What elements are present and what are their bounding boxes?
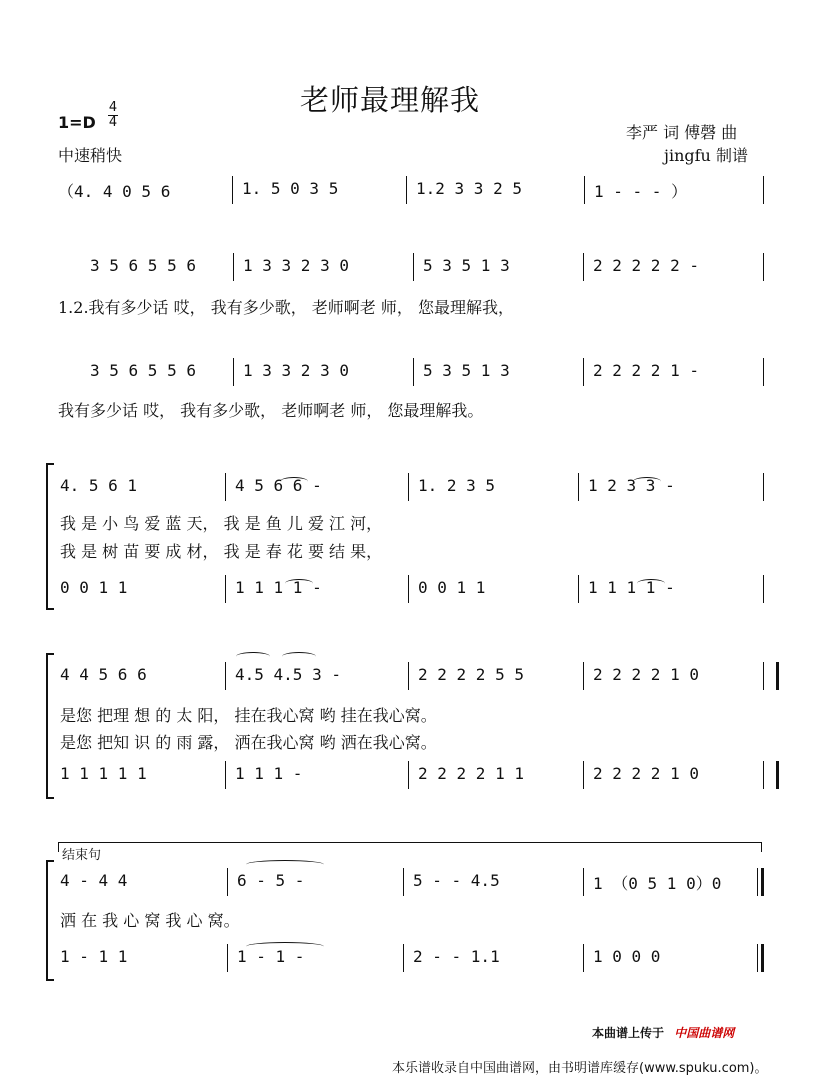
bar-line	[408, 473, 409, 501]
bar-line	[583, 868, 584, 896]
melody-measure: 4 4 5 6 6	[60, 665, 147, 684]
harmony-measure: 1 1 1 1 -	[588, 578, 675, 597]
melody-measure: 3 5 6 5 5 6	[90, 361, 196, 380]
melody-measure: 4.5 4.5 3 -	[235, 665, 341, 684]
engraver-credit: jingfu 制谱	[664, 146, 748, 165]
harmony-measure: 2 - - 1.1	[413, 947, 500, 966]
tie-arc	[246, 942, 324, 951]
coda-bracket-line	[58, 842, 762, 843]
bar-line	[583, 944, 584, 972]
harmony-measure: 1 0 0 0	[593, 947, 661, 966]
bar-line	[408, 761, 409, 789]
bar-line	[233, 358, 234, 386]
melody-measure: 2 2 2 2 1 -	[593, 361, 699, 380]
melody-measure: 1 - - - ）	[594, 182, 688, 201]
source-line: 本乐谱收录自中国曲谱网，由书明谱库缓存(www.spuku.com)。	[392, 1061, 768, 1076]
upload-note: 本曲谱上传于 中国曲谱网	[592, 1026, 735, 1040]
bar-line	[763, 253, 764, 281]
tie-arc	[236, 652, 270, 661]
melody-measure: （4. 4 0 5 6	[58, 182, 171, 201]
melody-measure: 2 2 2 2 1 0	[593, 665, 699, 684]
bar-line	[583, 662, 584, 690]
lyric-line: 是您 把知 识 的 雨 露， 洒在我心窝 哟 洒在我心窝。	[60, 733, 437, 752]
harmony-measure: 1 - 1 1	[60, 947, 128, 966]
coda-label: 结束句	[62, 848, 102, 863]
bar-line	[227, 944, 228, 972]
repeat-barline	[776, 662, 779, 690]
harmony-measure: 1 - 1 -	[237, 947, 305, 966]
bar-line	[225, 473, 226, 501]
lyric-line: 洒 在 我 心 窝 我 心 窝。	[60, 911, 240, 930]
melody-measure: 2 2 2 2 5 5	[418, 665, 524, 684]
coda-bracket-tick	[58, 842, 59, 852]
final-barline	[761, 944, 764, 972]
bar-line	[406, 176, 407, 204]
bar-line	[763, 662, 764, 690]
bar-line	[584, 176, 585, 204]
bar-line	[763, 176, 764, 204]
melody-measure: 1 （0 5 1 0）0	[593, 874, 722, 893]
bar-line	[763, 761, 764, 789]
melody-measure: 1. 2 3 5	[418, 476, 496, 495]
bar-line	[763, 473, 764, 501]
time-signature: 4 4	[108, 100, 118, 130]
harmony-measure: 1 1 1 1 -	[235, 578, 322, 597]
bar-line	[583, 761, 584, 789]
harmony-measure: 1 1 1 -	[235, 764, 303, 783]
melody-measure: 1. 5 0 3 5	[242, 179, 339, 198]
melody-measure: 6 - 5 -	[237, 871, 305, 890]
harmony-measure: 1 1 1 1 1	[60, 764, 147, 783]
tie-arc	[282, 652, 316, 661]
melody-measure: 1 3 3 2 3 0	[243, 256, 349, 275]
melody-measure: 1 3 3 2 3 0	[243, 361, 349, 380]
coda-bracket-tick	[761, 842, 762, 852]
final-barline	[761, 868, 764, 896]
repeat-barline	[776, 761, 779, 789]
melody-measure: 1.2 3 3 2 5	[416, 179, 522, 198]
tie-arc	[280, 477, 308, 486]
credits: 李严 词 傅磬 曲	[626, 123, 738, 142]
key-signature: 1=D	[58, 113, 96, 132]
harmony-measure: 2 2 2 2 1 0	[593, 764, 699, 783]
lyric-line: 我有多少话 哎， 我有多少歌， 老师啊老 师， 您最理解我。	[58, 401, 484, 420]
melody-measure: 3 5 6 5 5 6	[90, 256, 196, 275]
bar-line	[763, 358, 764, 386]
melody-measure: 4. 5 6 1	[60, 476, 138, 495]
bar-line	[578, 473, 579, 501]
bar-line	[408, 662, 409, 690]
lyric-line: 是您 把理 想 的 太 阳， 挂在我心窝 哟 挂在我心窝。	[60, 706, 437, 725]
bar-line	[403, 868, 404, 896]
site-logo: 中国曲谱网	[674, 1026, 735, 1040]
melody-measure: 2 2 2 2 2 -	[593, 256, 699, 275]
final-barline	[757, 868, 758, 896]
harmony-measure: 0 0 1 1	[60, 578, 128, 597]
tempo-marking: 中速稍快	[58, 146, 123, 165]
bar-line	[225, 761, 226, 789]
bar-line	[233, 253, 234, 281]
melody-measure: 4 - 4 4	[60, 871, 128, 890]
bar-line	[413, 358, 414, 386]
lyric-line: 我 是 树 苗 要 成 材， 我 是 春 花 要 结 果，	[60, 542, 383, 561]
tie-arc	[633, 477, 661, 486]
lyric-line: 我 是 小 鸟 爱 蓝 天， 我 是 鱼 儿 爱 江 河，	[60, 514, 383, 533]
melody-measure: 4 5 6 6 -	[235, 476, 322, 495]
melody-measure: 5 3 5 1 3	[423, 256, 510, 275]
final-barline	[757, 944, 758, 972]
tie-arc	[637, 579, 665, 588]
bar-line	[225, 575, 226, 603]
bar-line	[225, 662, 226, 690]
melody-measure: 5 3 5 1 3	[423, 361, 510, 380]
lyric-line: 1.2.我有多少话 哎， 我有多少歌， 老师啊老 师， 您最理解我，	[58, 298, 514, 317]
tie-arc	[285, 579, 313, 588]
tie-arc	[246, 860, 324, 869]
system-bracket	[46, 463, 54, 610]
bar-line	[232, 176, 233, 204]
bar-line	[227, 868, 228, 896]
bar-line	[583, 253, 584, 281]
bar-line	[413, 253, 414, 281]
bar-line	[583, 358, 584, 386]
system-bracket	[46, 653, 54, 799]
bar-line	[578, 575, 579, 603]
harmony-measure: 2 2 2 2 1 1	[418, 764, 524, 783]
bar-line	[403, 944, 404, 972]
page-title: 老师最理解我	[300, 83, 481, 117]
bar-line	[763, 575, 764, 603]
harmony-measure: 0 0 1 1	[418, 578, 486, 597]
system-bracket	[46, 860, 54, 981]
bar-line	[408, 575, 409, 603]
melody-measure: 5 - - 4.5	[413, 871, 500, 890]
melody-measure: 1 2 3 3 -	[588, 476, 675, 495]
